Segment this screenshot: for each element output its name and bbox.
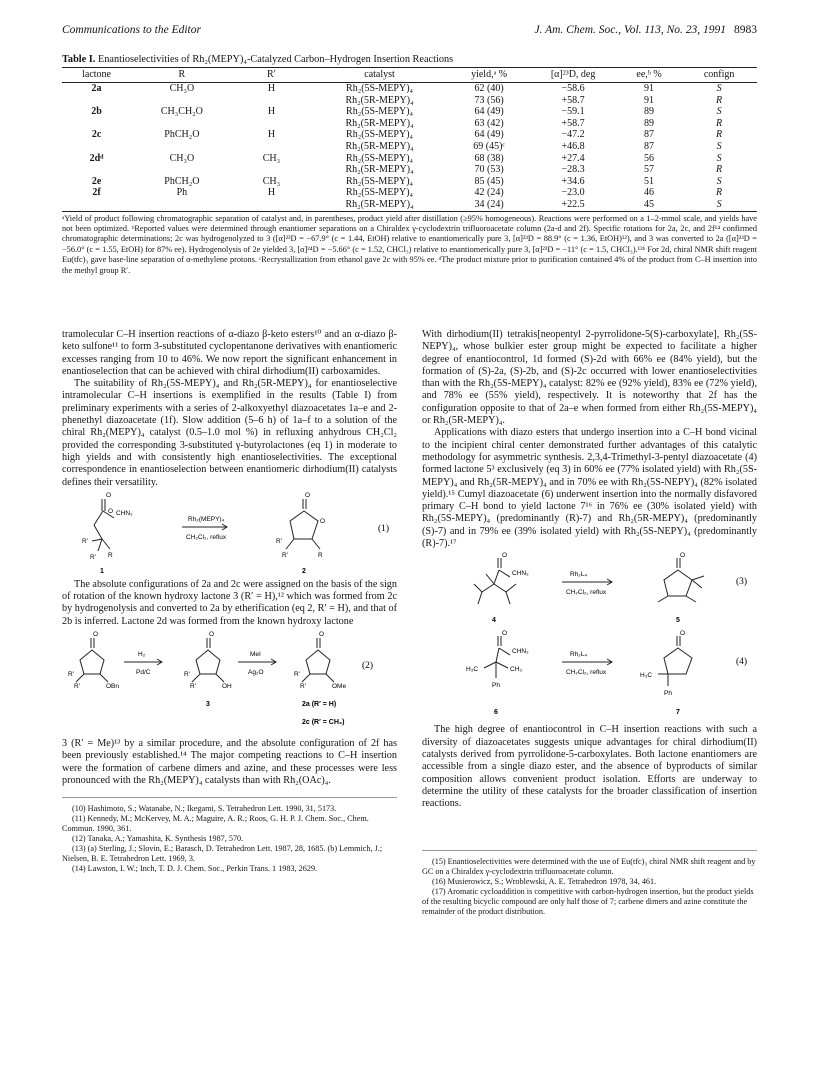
table-cell: CH₃CH₂O [160,106,203,118]
eq1-reagent: Rh₂(MEPY)₄ [188,515,225,523]
right-column [422,329,757,917]
eq4-phenyl-product: Ph [664,690,672,698]
table-cell: 87 [644,129,655,141]
svg-text:R′: R′ [68,671,74,679]
svg-text:O: O [93,631,99,639]
svg-text:O: O [680,630,686,638]
eq3-product-label: 5 [676,617,680,625]
table-cell: +34.6 [561,175,585,187]
equation-1-scheme [62,491,397,577]
eq2-conditions-2: Ag₂O [248,669,264,677]
table-cell: H [267,187,276,199]
column-header: confign [681,68,757,83]
eq2-product-label-a: 2a (R′ = H) [302,701,337,709]
table-cell: Rh₂(5S-MEPY)₄ [346,129,414,141]
table-cell: S [716,175,722,187]
table-cell [233,118,311,130]
svg-text:R′: R′ [82,537,88,545]
running-header [62,24,757,40]
table-cell [62,164,131,176]
eq2-reagent-1: H₂ [138,651,146,659]
table-cell: 2c [91,129,102,141]
svg-text:O: O [305,491,311,499]
table-cell: Rh₂(5S-MEPY)₄ [346,83,414,94]
table-cell: 2e [91,175,102,187]
table-row [62,118,757,130]
svg-text:OH: OH [222,683,232,691]
svg-text:R: R [108,551,113,559]
table-cell: R [716,117,723,129]
svg-text:O: O [680,552,686,560]
table-cell: S [681,199,757,211]
eq4-reactant-label: 6 [494,709,498,717]
column-header: [α]²³D, deg [529,68,617,83]
table-cell: 69 (45)ᶜ [473,140,505,152]
svg-text:O: O [319,631,325,639]
table-cell: 73 (56) [474,94,504,106]
column-header: lactone [62,68,131,83]
equation-3 [422,552,757,628]
eq2-product-label-c: 2c (R′ = CH₃) [302,719,345,727]
table-cell: PhCH₂O [164,129,200,141]
table-row [62,199,757,211]
table-cell: Rh₂(5S-MEPY)₄ [346,175,414,187]
eq4-reagent: Rh₂L₄ [570,651,588,659]
svg-text:O: O [502,552,508,560]
journal-name: J. Am. Chem. Soc., Vol. 113, No. 23, 1991 [534,24,726,36]
paragraph: tramolecular C–H insertion reactions of α-diazo β-keto esters¹⁰ and an α-diazo β-keto sulfone¹¹ to form 3-substituted cyclopentanone derivatives with enantiomeric excesses ranging from 10 to 46%. We now report the significant enhancement in enantioselection that can be achieved with chiral dirhodium(II) carboxamides. [62,329,397,377]
eq4-methyl-right: CH₃ [510,666,523,674]
paragraph: The absolute configurations of 2a and 2c were assigned on the basis of the sign of rotation of the known hydroxy lactone 3 (R′ = H),¹² which was formed from 2c by hydrogenolysis and converted to 2a by etherification (eq 2, R′ = H), and that of 2b is inferred. Lactone 2d was formed from the known hydroxy lactone [62,578,397,627]
table-cell: +58.7 [561,94,585,106]
table-cell: R [716,187,723,199]
table-cell: 68 (38) [474,152,504,164]
reference-item: (17) Aromatic cycloaddition is competitive with carbon-hydrogen insertion, but the product yields of the resulting bicyclic compound are only half those of 7; carbene dimers and azine constitute the remainder of the product distribution. [422,887,754,917]
table-cell [131,118,233,130]
eq1-product-label: 2 [302,567,306,575]
eq1-conditions: CH₂Cl₂, reflux [186,533,227,541]
equation-4-scheme [422,630,757,722]
paragraph: With dirhodium(II) tetrakis[neopentyl 2-pyrrolidone-5(S)-carboxylate], Rh₂(5S-NEPY)₄, whose bulkier ester group might be expected to facilitate a higher degree of enantiocontrol, 1d formed (S)-2d with 66% ee (84% yield), but the formation of (S)-2a, (S)-2b, and (S)-2c occurred with lower enantioselectivities than with the Rh₂(5S-MEPY)₄ catalyst: 82% ee (92% yield), 83% ee (72% yield), and 78% ee (55% yield), respectively. It is noteworthy that 2f has the configuration opposite to that of 2a–e when formed from either Rh₂(5S-MEPY)₄ or Rh₂(5R-MEPY)₄. [422,329,757,427]
table-cell: 70 (53) [474,164,504,176]
svg-text:O: O [320,517,326,525]
table-row [62,176,757,188]
references-left [62,797,397,874]
table-cell [131,199,233,211]
left-column [62,329,397,917]
table-cell: 45 [617,199,681,211]
equation-2 [62,630,397,736]
table-cell: 56 [644,152,655,164]
table-cell: Rh₂(5S-MEPY)₄ [346,106,414,118]
eq3-reactant-label: 4 [492,617,496,625]
table-caption [62,54,757,65]
table-cell: 85 (45) [474,175,504,187]
eq4-number: (4) [736,657,748,668]
table-cell: +27.4 [561,152,585,164]
table-body [62,83,757,212]
table-cell: 64 (49) [474,106,504,118]
svg-text:OBn: OBn [106,683,120,691]
table-cell: R [716,164,723,176]
table-cell: S [716,83,722,94]
table-cell [233,95,311,107]
section-title: Communications to the Editor [62,24,201,36]
table-cell: 2f [92,187,101,199]
journal-citation [534,24,757,40]
equation-4 [422,630,757,722]
table-cell: H [267,106,276,118]
column-header: R [131,68,233,83]
svg-text:R′: R′ [184,671,190,679]
table-cell: Rh₂(5R-MEPY)₄ [345,140,414,152]
eq3-number: (3) [736,577,748,588]
reference-item: (10) Hashimoto, S.; Watanabe, N.; Ikegami, S. Tetrahedron Lett. 1990, 31, 5173. [72,804,337,814]
table-cell: −58.6 [561,83,585,94]
paragraph: 3 (R′ = Me)¹³ by a similar procedure, and the absolute configuration of 2f has been previously established.¹⁴ The major competing reactions to C–H insertion were the formation of carbene dimers and azine, and these processes were less pronounced with the Rh₂(MEPY)₄ catalysts than with Rh₂(OAc)₄. [62,738,397,786]
eq4-conditions: CH₂Cl₂, reflux [566,669,607,677]
eq1-diazo-group: CHN₂ [116,509,133,517]
reference-item: (13) (a) Sterling, J.; Slovin, E.; Barasch, D. Tetrahedron Lett. 1987, 28, 1685. (b) Lemmich, J.; Nielsen, B. E. Tetrahedron Lett. 1969, 3. [62,844,383,864]
eq4-methyl-product: H₃C [640,672,653,680]
table-cell: Rh₂(5R-MEPY)₄ [310,199,449,211]
table-cell: CH₃ [262,175,281,187]
two-column-body [62,329,757,917]
column-header: ee,ᵇ % [617,68,681,83]
table-cell [233,199,311,211]
table-cell: 46 [644,187,655,199]
table-footnote: ᵃYield of product following chromatographic separation of catalyst and, in parentheses, product yield after distillation (≥95% homogeneous). Reactions were performed on a 1–2-mmol scale, and yields have not been optimized. ᵇReported values were determined through enantiomer separations on a Chiraldex γ-cyclodextrin trifluoroacetate column (2a-d and 2f). Specific rotations for 2a, 2c, and 2f¹⁴ confirmed chromatographic determinations; 2c was hydrogenolyzed to 3 ([α]²³D = −67.9° (c = 1.44, EtOH) relative to enantiomerically pure 3, [α]²³D = 88.9° (c = 1.36, EtOH)¹²), and 3 was converted to 2a ([α]²³D = −56.0° (c = 1.55, EtOH) for 87% ee). Hydrogenolysis of 2e yielded 3, [α]²⁴D = −5.66° (c = 1.52, CHCl₃) relative to enantiomerically pure 3, [α]²³D = −11° (c = 1.5, CHCl₃).¹³ᵇ For 2d, chiral NMR shift reagent Eu(tfc)₃ gave base-line separation of α-methylene protons. ᶜRecrystallization from ethanol gave 2c with 95% ee. ᵈThe product mixture prior to purification contained 4% of the product from C–H insertion into the methyl group R′. [62,213,757,275]
table-cell: H [267,83,276,94]
table-cell [62,95,131,107]
table-cell: Ph [176,187,188,199]
table-cell: Rh₂(5R-MEPY)₄ [345,94,414,106]
table-row [62,153,757,165]
table-header-row [62,68,757,83]
svg-text:R′: R′ [276,537,282,545]
table-cell: 51 [644,175,655,187]
table-cell: Rh₂(5R-MEPY)₄ [345,117,414,129]
svg-text:R′: R′ [300,683,306,691]
table-row [62,141,757,153]
eq4-phenyl-reactant: Ph [492,682,500,690]
eq1-reactant-label: 1 [100,567,104,575]
table-label: Table I. [62,54,96,65]
reference-item: (11) Kennedy, M.; McKervey, M. A.; Maguire, A. R.; Roos, G. H. P. J. Chem. Soc., Chem. Commun. 1990, 361. [62,814,369,834]
table-cell: −47.2 [561,129,585,141]
table-cell [131,95,233,107]
table-cell [233,164,311,176]
table-cell: 63 (42) [474,117,504,129]
table-cell: −23.0 [561,187,585,199]
table-cell: +46.8 [561,140,585,152]
table-title: Enantioselectivities of Rh₂(MEPY)₄-Catalyzed Carbon–Hydrogen Insertion Reactions [97,54,454,65]
table-cell: CH₃ [262,152,281,164]
table-cell [131,164,233,176]
eq3-conditions: CH₂Cl₂, reflux [566,589,607,597]
references-right [422,850,757,917]
svg-text:R: R [318,551,323,559]
reference-item: (16) Musierowicz, S.; Wroblewski, A. E. Tetrahedron 1978, 34, 461. [432,877,657,887]
table-cell: Rh₂(5S-MEPY)₄ [346,152,414,164]
reference-item: (12) Tanaka, A.; Yamashita, K. Synthesis 1987, 570. [72,834,244,844]
table-cell [233,141,311,153]
table-cell [62,199,131,211]
svg-text:O: O [106,491,112,499]
journal-page [62,24,757,917]
column-header: R′ [233,68,311,83]
table-cell: +22.5 [529,199,617,211]
reference-item: (15) Enantioselectivities were determined with the use of Eu(tfc)₃ chiral NMR shift reagent and by GC on a Chiraldex γ-cyclodextrin trifluoroacetate column. [422,857,756,877]
table-cell: 2b [91,106,102,118]
svg-text:R′: R′ [190,683,196,691]
table-cell: CH₃O [169,83,195,94]
table-cell [62,118,131,130]
table-cell: 62 (40) [474,83,504,94]
table-cell: R [716,129,723,141]
eq4-diazo-group: CHN₂ [512,648,529,656]
equation-3-scheme [422,552,757,628]
svg-text:O: O [209,631,215,639]
table-cell: 2a [91,83,102,94]
table-cell: R [716,94,723,106]
table-cell: S [716,140,722,152]
table-cell: 57 [644,164,655,176]
svg-text:R′: R′ [90,553,96,561]
svg-text:R′: R′ [282,551,288,559]
table-cell: 89 [644,106,655,118]
column-header: yield,ᵃ % [449,68,529,83]
svg-text:OMe: OMe [332,683,347,691]
results-table [62,67,757,212]
svg-text:R′: R′ [294,671,300,679]
svg-text:O: O [502,630,508,638]
paragraph: Applications with diazo esters that undergo insertion into a C–H bond vicinal to the incipient chiral center demonstrated further advantages of this catalytic methodology for asymmetric synthesis. 2,3,4-Trimethyl-3-pentyl diazoacetate (4) formed lactone 5³ exclusively (eq 3) in 60% ee (77% isolated yield) with Rh₂(5S-MEPY)₄ and Rh₂(5R-MEPY)₄ and in 70% ee with Rh₂(5S-NEPY)₄ (82% isolated yield).¹⁵ Cumyl diazoacetate (6) underwent insertion into the normally disfavored primary C–H bond to yield lactone 7¹⁶ in 76% ee (30% isolated yield) with Rh₂(5S-MEPY)₄ (predominantly (R)-7) and Rh₂(5R-MEPY)₄ (predominantly (S)-7) and in 79% ee (39% isolated yield) with Rh₂(5S-NEPY)₄ (predominantly (R)-7).¹⁷ [422,427,757,550]
table-row [62,83,757,95]
table-cell: −59.1 [561,106,585,118]
table-row [62,129,757,141]
table-cell: H [267,129,276,141]
table-cell: 34 (24) [449,199,529,211]
eq3-reagent: Rh₂L₄ [570,571,588,579]
table-cell: 87 [644,140,655,152]
eq4-product-label: 7 [676,709,680,717]
table-cell: CH₃O [169,152,195,164]
table-cell [131,141,233,153]
table-cell: 42 (24) [474,187,504,199]
table-row [62,95,757,107]
eq2-number: (2) [362,661,374,672]
table-cell: 89 [644,117,655,129]
table-cell: PhCH₂O [164,175,200,187]
equation-1 [62,491,397,577]
eq2-reagent-2: MeI [250,651,261,659]
eq2-intermediate-label: 3 [206,701,210,709]
paragraph: The suitability of Rh₂(5S-MEPY)₄ and Rh₂(5R-MEPY)₄ for enantioselective intramolecular C–H insertions is exemplified in the results (Table I) from preliminary experiments with a series of 2-alkoxyethyl diazoacetates 1a–e and 2-phenethyl diazoacetate (1f). Slow addition (5–6 h) of 1a–f to a solution of the chiral Rh₂(MEPY)₄ catalyst (0.5–1.0 mol %) in refluxing anhydrous CH₂Cl₂ provided the corresponding 3-substituted γ-butyrolactones (eq 1) in moderate to high yields and with consistently high enantioselectivities. The exceptional correspondence in enantioselection between enantiomeric dirhodium(II) catalysts defines their versatility. [62,378,397,488]
svg-text:R′: R′ [74,683,80,691]
table-cell: Rh₂(5S-MEPY)₄ [346,187,414,199]
equation-2-scheme [62,630,397,736]
eq3-diazo-group: CHN₂ [512,570,529,578]
table-cell: Rh₂(5R-MEPY)₄ [345,164,414,176]
column-header: catalyst [310,68,449,83]
table-cell: +58.7 [561,117,585,129]
eq2-conditions-1: Pd/C [136,669,151,677]
svg-text:O: O [108,507,114,515]
page-number: 8983 [734,24,757,36]
paragraph: The high degree of enantiocontrol in C–H insertion reactions with such a diversity of diazoacetates suggests unique advantages for chiral dirhodium(II) catalysts derived from pyrrolidone-5-carboxylates. Both lactone enantiomers are accessible from a single diazo ester, and the absence of byproducts of similar composition allows convenient product isolation. Efforts are underway to determine the utility of these catalysts for the broader classification of insertion reactions. [422,724,757,810]
table-cell: 64 (49) [474,129,504,141]
table-cell: −28.3 [561,164,585,176]
table-cell: S [716,152,722,164]
table-row [62,164,757,176]
table-row [62,106,757,118]
table-cell [62,141,131,153]
table-cell: S [716,106,722,118]
eq4-methyl-left: H₃C [466,666,479,674]
table-cell: 91 [644,83,655,94]
table-row [62,187,757,199]
reference-item: (14) Lawston, I. W.; Inch, T. D. J. Chem. Soc., Perkin Trans. 1 1983, 2629. [72,864,318,874]
table-cell: 91 [644,94,655,106]
eq1-number: (1) [378,523,390,534]
table-cell: 2dᵈ [89,152,104,164]
